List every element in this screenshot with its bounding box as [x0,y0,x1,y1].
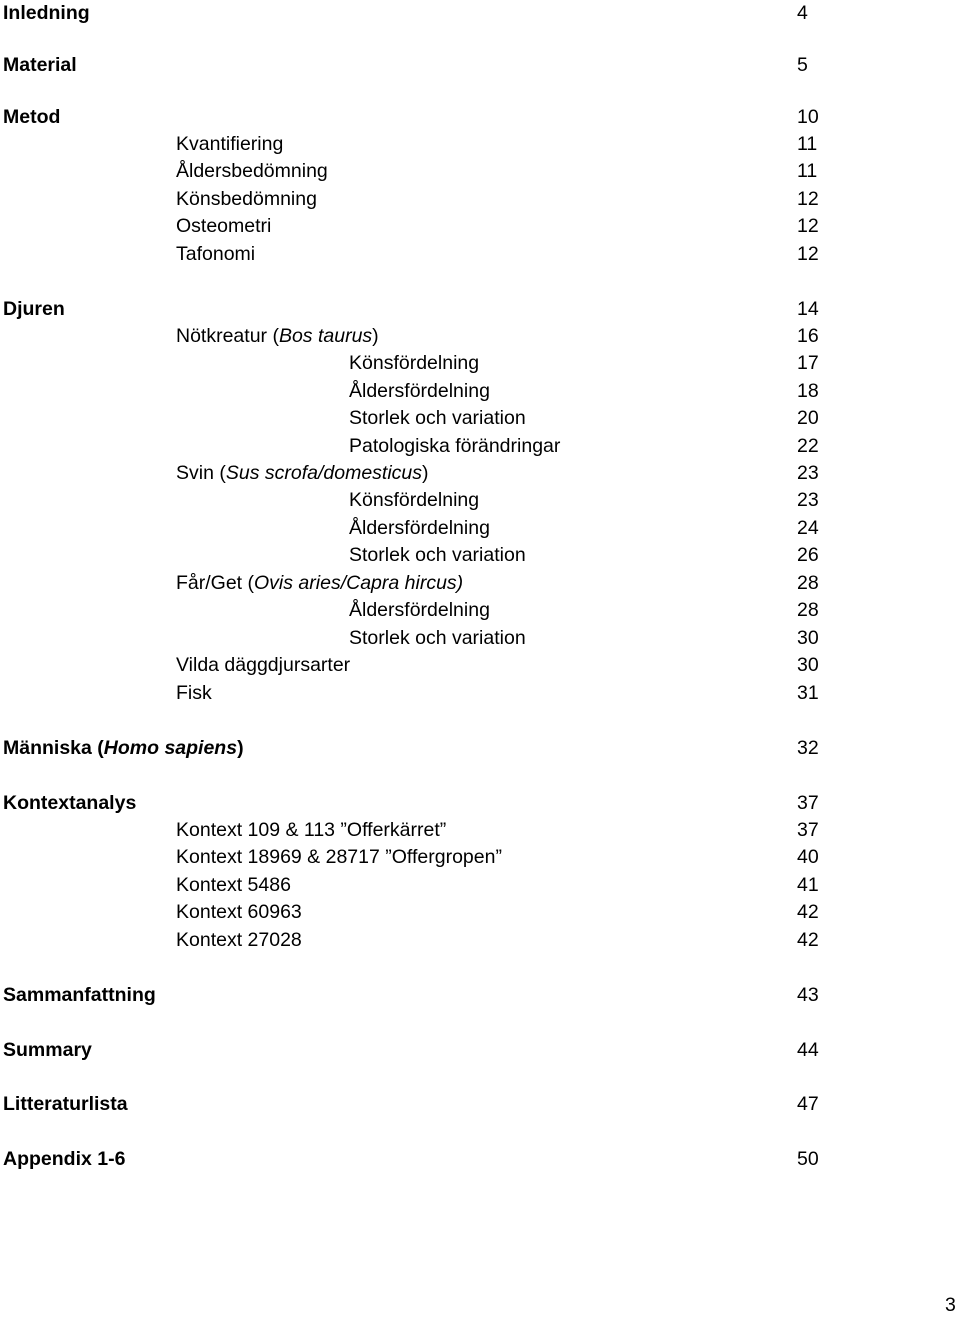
toc-entry-title [3,296,65,322]
toc-entry-title [349,625,526,651]
toc-entry-title [3,735,244,761]
toc-entry-title-text: Könsfördelning [349,489,480,511]
toc-entry-title-text: Svin ( [176,462,226,484]
toc-entry-page: 42 [797,929,819,951]
toc-entry-title-text: Metod [3,106,61,128]
toc-entry-title [3,1091,128,1117]
toc-entry [0,296,960,322]
toc-entry-title-text: Appendix 1-6 [3,1148,126,1170]
toc-entry-page: 20 [797,407,819,429]
toc-entry-page: 12 [797,188,819,210]
toc-entry-title [176,186,317,212]
toc-entry-title-text: Inledning [3,2,90,24]
toc-entry-page: 37 [797,792,819,814]
toc-entry-title [3,1146,125,1172]
toc-entry-page: 11 [797,160,818,182]
toc-entry [0,817,960,843]
toc-entry [0,0,960,26]
toc-entry-title-text: Könsfördelning [349,352,480,374]
toc-entry [0,625,960,651]
toc-entry-title [176,131,283,157]
toc-entry-title-text: Får/Get ( [176,572,255,594]
toc-entry-page: 28 [797,572,819,594]
toc-entry-title-text: Djuren [3,298,65,320]
toc-entry [0,515,960,541]
toc-entry [0,680,960,706]
toc-entry-title-text: Kontext 5486 [176,874,291,896]
toc-entry [0,52,960,78]
toc-entry-page: 23 [797,489,819,511]
toc-entry-page: 44 [797,1039,819,1061]
toc-entry [0,350,960,376]
toc-entry-page: 23 [797,462,819,484]
toc-entry [0,433,960,459]
toc-entry [0,213,960,239]
toc-entry-page: 30 [797,654,819,676]
toc-entry-title-text: Material [3,54,77,76]
toc-entry-title-text: Osteometri [176,215,272,237]
toc-entry-title [176,158,328,184]
toc-entry-title [176,323,379,349]
toc-entry-page: 26 [797,544,819,566]
toc-entry-title [3,790,136,816]
toc-entry-page: 14 [797,298,819,320]
toc-entry-title [349,433,560,459]
toc-entry [0,570,960,596]
toc-entry-title [176,817,446,843]
page-number: 3 [945,1294,956,1316]
toc-entry-title [349,515,490,541]
toc-entry-title [176,460,429,486]
toc-entry-title-text: Åldersfördelning [349,380,490,402]
toc-entry-title-text: Storlek och variation [349,627,526,649]
toc-entry-title [176,241,255,267]
toc-entry [0,186,960,212]
toc-entry [0,982,960,1008]
toc-entry-page: 11 [797,133,818,155]
toc-entry-page: 5 [797,54,808,76]
toc-entry-title-text: Kontext 109 & 113 ”Offerkärret” [176,819,447,841]
toc-entry-page: 12 [797,215,819,237]
toc-entry-title [3,104,60,130]
toc-entry-title [349,542,526,568]
toc-entry-title-italic: Sus scrofa/domesticus [225,462,423,484]
toc-entry-title-text: Fisk [176,682,212,704]
toc-entry-title-text: Patologiska förändringar [349,435,561,457]
toc-entry-title [176,899,302,925]
toc-entry-title-text: Vilda däggdjursarter [176,654,351,676]
toc-entry-title-text: Könsbedömning [176,188,317,210]
toc-entry-title-text: Kvantifiering [176,133,284,155]
toc-entry [0,1037,960,1063]
toc-entry [0,872,960,898]
toc-entry [0,542,960,568]
toc-entry-page: 24 [797,517,819,539]
toc-entry [0,735,960,761]
toc-entry-title-text: Summary [3,1039,92,1061]
toc-entry-page: 16 [797,325,819,347]
toc-entry-title [349,487,479,513]
toc-entry-title [349,378,490,404]
toc-entry-title [176,927,302,953]
toc-entry-title-text: Kontext 27028 [176,929,302,951]
toc-entry [0,1091,960,1117]
toc-entry-title-text: Tafonomi [176,243,256,265]
toc-entry-title-text: ) [237,737,244,759]
toc-entry-title [176,680,212,706]
toc-entry [0,652,960,678]
toc-entry-title-italic: Bos taurus [278,325,373,347]
toc-entry-title-text: Storlek och variation [349,544,526,566]
toc-entry [0,597,960,623]
toc-entry-title [3,1037,92,1063]
toc-entry-page: 42 [797,901,819,923]
toc-entry-page: 40 [797,846,819,868]
toc-entry [0,460,960,486]
toc-entry-title-text: ) [422,462,429,484]
toc-entry-title [176,652,350,678]
toc-entry [0,378,960,404]
toc-entry [0,927,960,953]
toc-entry [0,405,960,431]
toc-entry-title-text: Åldersbedömning [176,160,328,182]
toc-entry [0,790,960,816]
toc-entry [0,487,960,513]
toc-entry [0,104,960,130]
toc-entry-page: 50 [797,1148,819,1170]
toc-entry-title-text: ) [372,325,379,347]
toc-entry-title [176,872,291,898]
toc-entry [0,899,960,925]
toc-entry [0,158,960,184]
toc-entry-page: 30 [797,627,819,649]
toc-entry-page: 17 [797,352,819,374]
toc-entry-title-text: Storlek och variation [349,407,526,429]
toc-entry-title-text: Sammanfattning [3,984,156,1006]
toc-entry [0,844,960,870]
toc-entry-title-text: Åldersfördelning [349,517,490,539]
toc-entry-title-italic: Homo sapiens [103,737,238,759]
toc-entry [0,1146,960,1172]
toc-entry-title [3,982,156,1008]
toc-entry-title [3,52,77,78]
toc-entry-title-text: Nötkreatur ( [176,325,279,347]
toc-entry-title [3,0,90,26]
toc-entry-page: 4 [797,2,808,24]
toc-entry-title-text: Kontext 18969 & 28717 ”Offergropen” [176,846,502,868]
toc-entry-page: 22 [797,435,819,457]
toc-entry-title [176,570,463,596]
toc-entry-title [176,844,502,870]
toc-entry [0,241,960,267]
toc-entry-title-text: Kontext 60963 [176,901,302,923]
toc-entry-page: 47 [797,1093,819,1115]
toc-entry-title [349,597,490,623]
toc-entry-page: 12 [797,243,819,265]
toc-entry [0,131,960,157]
toc-entry-page: 18 [797,380,819,402]
toc-entry-title-text: Åldersfördelning [349,599,490,621]
toc-entry [0,323,960,349]
toc-entry-page: 32 [797,737,819,759]
toc-entry-page: 10 [797,106,819,128]
toc-entry-page: 28 [797,599,819,621]
toc-entry-page: 37 [797,819,819,841]
toc-entry-title-text: Kontextanalys [3,792,137,814]
toc-entry-title [349,405,526,431]
toc-entry-title-text: Människa ( [3,737,104,759]
toc-entry-title [349,350,479,376]
toc-entry-page: 41 [797,874,819,896]
toc-entry-title-italic: Ovis aries/Capra hircus) [254,572,464,594]
toc-entry-page: 43 [797,984,819,1006]
toc-entry-title [176,213,271,239]
toc-entry-page: 31 [797,682,819,704]
toc-entry-title-text: Litteraturlista [3,1093,128,1115]
